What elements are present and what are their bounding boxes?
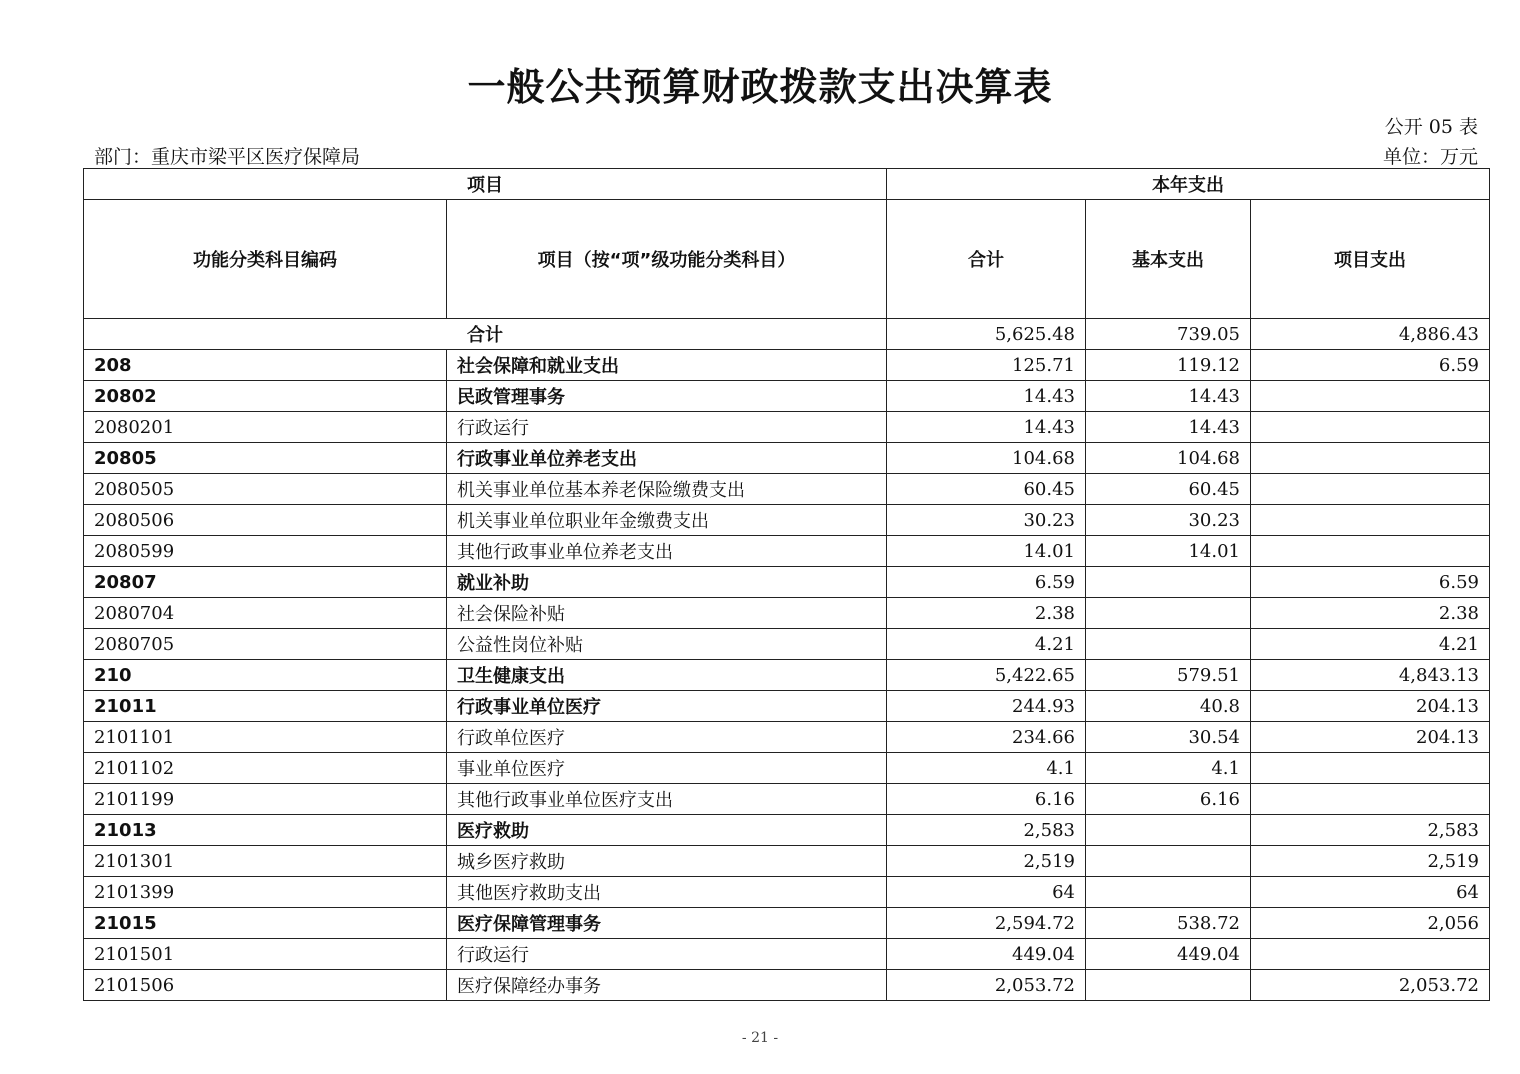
row-basic: 4.1 [1086, 753, 1251, 784]
page-number: - 21 - [741, 1030, 779, 1046]
row-basic [1086, 846, 1251, 877]
row-basic [1086, 970, 1251, 1001]
row-code: 2101102 [84, 753, 447, 784]
table-row [84, 939, 1490, 970]
row-total: 14.43 [887, 412, 1086, 443]
row-total: 2,594.72 [887, 908, 1086, 939]
row-name: 行政事业单位养老支出 [447, 443, 887, 474]
row-basic: 538.72 [1086, 908, 1251, 939]
row-total: 6.59 [887, 567, 1086, 598]
total-sum: 5,625.48 [887, 319, 1086, 350]
row-total: 6.16 [887, 784, 1086, 815]
row-project: 2.38 [1251, 598, 1490, 629]
row-name: 机关事业单位职业年金缴费支出 [447, 505, 887, 536]
header-project: 项目 [84, 169, 887, 200]
row-basic: 14.01 [1086, 536, 1251, 567]
row-total: 244.93 [887, 691, 1086, 722]
total-label: 合计 [84, 319, 887, 350]
row-project: 204.13 [1251, 722, 1490, 753]
row-project: 6.59 [1251, 350, 1490, 381]
row-name: 行政单位医疗 [447, 722, 887, 753]
table-row [84, 474, 1490, 505]
row-basic: 60.45 [1086, 474, 1251, 505]
row-project: 6.59 [1251, 567, 1490, 598]
row-name: 行政运行 [447, 939, 887, 970]
table-row [84, 815, 1490, 846]
row-project: 2,053.72 [1251, 970, 1490, 1001]
row-name: 其他医疗救助支出 [447, 877, 887, 908]
row-name: 事业单位医疗 [447, 753, 887, 784]
row-name: 社会保障和就业支出 [447, 350, 887, 381]
table-row [84, 877, 1490, 908]
row-project [1251, 536, 1490, 567]
row-project: 204.13 [1251, 691, 1490, 722]
row-code: 2101501 [84, 939, 447, 970]
row-code: 2080599 [84, 536, 447, 567]
row-project [1251, 505, 1490, 536]
row-code: 21011 [84, 691, 447, 722]
table-row [84, 753, 1490, 784]
row-code: 2080506 [84, 505, 447, 536]
row-project [1251, 753, 1490, 784]
table-row [84, 505, 1490, 536]
header-row-top [84, 169, 1490, 200]
row-total: 104.68 [887, 443, 1086, 474]
row-total: 2.38 [887, 598, 1086, 629]
row-total: 125.71 [887, 350, 1086, 381]
row-name: 就业补助 [447, 567, 887, 598]
row-code: 210 [84, 660, 447, 691]
table-row [84, 908, 1490, 939]
row-total: 234.66 [887, 722, 1086, 753]
row-project: 2,056 [1251, 908, 1490, 939]
page-title: 一般公共预算财政拨款支出决算表 [467, 65, 1053, 109]
row-name: 城乡医疗救助 [447, 846, 887, 877]
row-basic [1086, 815, 1251, 846]
row-basic: 119.12 [1086, 350, 1251, 381]
row-total: 5,422.65 [887, 660, 1086, 691]
row-project: 4,843.13 [1251, 660, 1490, 691]
table-row [84, 381, 1490, 412]
row-project: 2,519 [1251, 846, 1490, 877]
table-row [84, 660, 1490, 691]
row-basic: 14.43 [1086, 381, 1251, 412]
row-code: 20802 [84, 381, 447, 412]
header-basic: 基本支出 [1086, 200, 1251, 319]
row-code: 21013 [84, 815, 447, 846]
table-row [84, 598, 1490, 629]
row-name: 医疗救助 [447, 815, 887, 846]
row-basic [1086, 629, 1251, 660]
row-project [1251, 381, 1490, 412]
row-total: 2,583 [887, 815, 1086, 846]
header-item: 项目（按“项”级功能分类科目） [447, 200, 887, 319]
budget-table [83, 168, 1490, 1001]
table-row [84, 784, 1490, 815]
form-number: 公开 05 表 [1384, 116, 1478, 138]
table-row [84, 567, 1490, 598]
table-row [84, 846, 1490, 877]
row-project: 4.21 [1251, 629, 1490, 660]
row-total: 2,053.72 [887, 970, 1086, 1001]
row-code: 20807 [84, 567, 447, 598]
row-code: 2101101 [84, 722, 447, 753]
row-code: 2080705 [84, 629, 447, 660]
row-project: 2,583 [1251, 815, 1490, 846]
row-code: 2101399 [84, 877, 447, 908]
header-code: 功能分类科目编码 [84, 200, 447, 319]
row-project [1251, 939, 1490, 970]
row-name: 行政事业单位医疗 [447, 691, 887, 722]
row-name: 公益性岗位补贴 [447, 629, 887, 660]
department-label: 部门：重庆市梁平区医疗保障局 [94, 146, 361, 168]
row-code: 208 [84, 350, 447, 381]
row-project [1251, 412, 1490, 443]
unit-label: 单位：万元 [1382, 146, 1478, 168]
row-basic: 449.04 [1086, 939, 1251, 970]
row-basic: 30.54 [1086, 722, 1251, 753]
row-total: 449.04 [887, 939, 1086, 970]
row-name: 其他行政事业单位医疗支出 [447, 784, 887, 815]
row-code: 2080704 [84, 598, 447, 629]
row-name: 医疗保障经办事务 [447, 970, 887, 1001]
table-row [84, 691, 1490, 722]
row-basic [1086, 567, 1251, 598]
row-code: 2101506 [84, 970, 447, 1001]
row-project [1251, 784, 1490, 815]
total-project: 4,886.43 [1251, 319, 1490, 350]
row-project [1251, 443, 1490, 474]
row-basic: 40.8 [1086, 691, 1251, 722]
row-basic: 6.16 [1086, 784, 1251, 815]
row-code: 2101301 [84, 846, 447, 877]
row-name: 卫生健康支出 [447, 660, 887, 691]
row-project: 64 [1251, 877, 1490, 908]
row-basic: 104.68 [1086, 443, 1251, 474]
row-basic: 579.51 [1086, 660, 1251, 691]
row-name: 行政运行 [447, 412, 887, 443]
header-row-sub [84, 200, 1490, 319]
row-total: 60.45 [887, 474, 1086, 505]
row-name: 医疗保障管理事务 [447, 908, 887, 939]
row-code: 2080201 [84, 412, 447, 443]
row-total: 2,519 [887, 846, 1086, 877]
table-row [84, 443, 1490, 474]
row-basic: 14.43 [1086, 412, 1251, 443]
header-total: 合计 [887, 200, 1086, 319]
row-basic [1086, 598, 1251, 629]
row-total: 14.43 [887, 381, 1086, 412]
table-row [84, 629, 1490, 660]
table-row [84, 722, 1490, 753]
total-basic: 739.05 [1086, 319, 1251, 350]
row-total: 64 [887, 877, 1086, 908]
table-row [84, 970, 1490, 1001]
row-name: 民政管理事务 [447, 381, 887, 412]
row-code: 20805 [84, 443, 447, 474]
row-total: 4.21 [887, 629, 1086, 660]
table-row [84, 412, 1490, 443]
row-total: 4.1 [887, 753, 1086, 784]
row-code: 2101199 [84, 784, 447, 815]
row-total: 14.01 [887, 536, 1086, 567]
row-code: 21015 [84, 908, 447, 939]
header-current-year: 本年支出 [887, 169, 1490, 200]
table-row [84, 350, 1490, 381]
row-project [1251, 474, 1490, 505]
row-code: 2080505 [84, 474, 447, 505]
row-name: 机关事业单位基本养老保险缴费支出 [447, 474, 887, 505]
header-project-expense: 项目支出 [1251, 200, 1490, 319]
row-basic: 30.23 [1086, 505, 1251, 536]
row-basic [1086, 877, 1251, 908]
row-total: 30.23 [887, 505, 1086, 536]
table-row [84, 536, 1490, 567]
total-row [84, 319, 1490, 350]
row-name: 社会保险补贴 [447, 598, 887, 629]
row-name: 其他行政事业单位养老支出 [447, 536, 887, 567]
